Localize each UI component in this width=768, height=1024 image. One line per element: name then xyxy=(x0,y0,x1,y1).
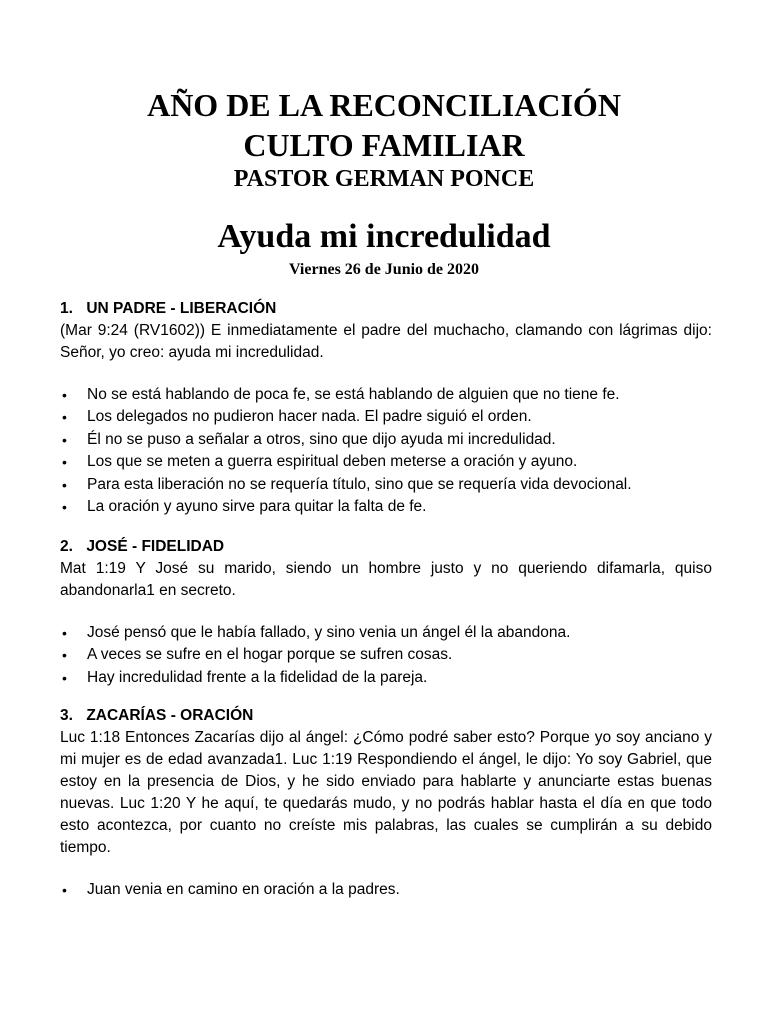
section-paragraph: Mat 1:19 Y José su marido, siendo un hombre justo y no queriendo difamarla, quiso abandonarla1 en secreto. xyxy=(60,560,712,599)
bullet-list xyxy=(60,384,712,518)
list-item: • Juan venia en camino en oración a la padres. xyxy=(60,879,712,901)
section-paragraph: Luc 1:18 Entonces Zacarías dijo al ángel: ¿Cómo podré saber esto? Porque yo soy anciano y mi mujer es de edad avanzada1. Luc 1:19 Respondiendo el ángel, le dijo: Yo soy Gabriel, que estoy en la presencia de Dios, y he sido enviado para hablarte y anunciarte estas buenas nuevas. Luc 1:20 Y he aquí, te quedarás mudo, y no podrás hablar hasta el día en que todo esto acontezca, por cuanto no creíste mis palabras, las cuales se cumplirán a su debido tiempo. xyxy=(60,729,712,856)
header-line-2: CULTO FAMILIAR xyxy=(243,127,525,163)
header-line-1: AÑO DE LA RECONCILIACIÓN xyxy=(147,87,621,123)
sermon-date: Viernes 26 de Junio de 2020 xyxy=(288,261,480,278)
list-item: • José pensó que le había fallado, y sino venia un ángel él la abandona. xyxy=(60,622,712,644)
section-paragraph: (Mar 9:24 (RV1602)) E inmediatamente el padre del muchacho, clamando con lágrimas dijo: Señor, yo creo: ayuda mi incredulidad. xyxy=(60,322,712,361)
list-item: • No se está hablando de poca fe, se está hablando de alguien que no tiene fe. xyxy=(60,384,712,406)
sermon-title: Ayuda mi incredulidad xyxy=(217,218,551,255)
list-item: • Los que se meten a guerra espiritual deben meterse a oración y ayuno. xyxy=(60,451,712,473)
section-number: 3. xyxy=(60,707,73,724)
list-item: • Para esta liberación no se requería título, sino que se requería vida devocional. xyxy=(60,474,712,496)
section-title: UN PADRE - LIBERACIÓN xyxy=(86,300,277,317)
list-item: • Hay incredulidad frente a la fidelidad de la pareja. xyxy=(60,667,712,689)
section-heading xyxy=(60,298,712,320)
list-item: • La oración y ayuno sirve para quitar la falta de fe. xyxy=(60,496,712,518)
section-2 xyxy=(60,536,712,689)
section-heading xyxy=(60,705,712,727)
list-item: • Los delegados no pudieron hacer nada. El padre siguió el orden. xyxy=(60,406,712,428)
section-title: JOSÉ - FIDELIDAD xyxy=(86,538,225,555)
section-number: 1. xyxy=(60,300,73,317)
header-pastor: PASTOR GERMAN PONCE xyxy=(233,166,535,192)
bullet-list xyxy=(60,879,712,901)
section-heading xyxy=(60,536,712,558)
list-item: • A veces se sufre en el hogar porque se sufren cosas. xyxy=(60,644,712,666)
section-number: 2. xyxy=(60,538,73,555)
section-3 xyxy=(60,705,712,901)
bullet-list xyxy=(60,622,712,689)
section-1 xyxy=(60,298,712,518)
list-item: • Él no se puso a señalar a otros, sino que dijo ayuda mi incredulidad. xyxy=(60,429,712,451)
section-title: ZACARÍAS - ORACIÓN xyxy=(86,707,254,724)
